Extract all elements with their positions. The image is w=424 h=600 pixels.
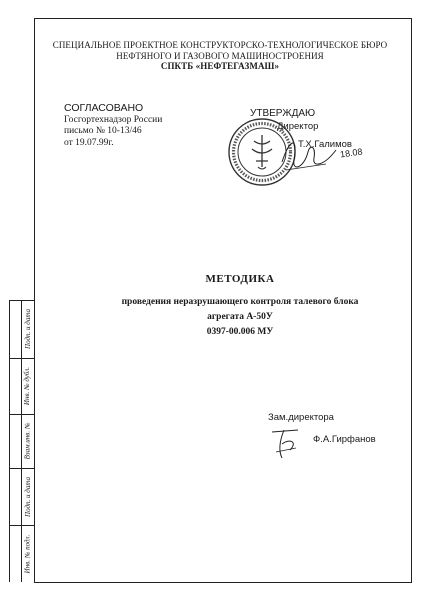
frame-bottom-line	[34, 582, 412, 583]
agreed-date: от 19.07.99г.	[64, 137, 114, 148]
approval-date: 18.08	[339, 146, 364, 160]
document-title-block	[40, 273, 424, 340]
side-table-label: Инв. № дубл.	[23, 366, 32, 406]
side-table-cell	[21, 414, 34, 468]
side-table-label: Взам.инв. №	[23, 422, 32, 460]
header-line-1: СПЕЦИАЛЬНОЕ ПРОЕКТНОЕ КОНСТРУКТОРСКО-ТЕХНОЛОГИЧЕСКОЕ БЮРО	[52, 40, 388, 50]
side-table-cell	[21, 358, 34, 414]
side-table-cell	[21, 468, 34, 525]
approved-name: Т.Х.Галимов	[298, 139, 352, 150]
document-type: МЕТОДИКА	[205, 273, 275, 285]
deputy-name: Ф.А.Гирфанов	[313, 434, 376, 445]
organization-header	[40, 40, 400, 72]
side-table-label: Подп. и дата	[23, 476, 32, 517]
document-line-2: агрегата А-50У	[207, 312, 273, 322]
document-line-1: проведения неразрушающего контроля талевого блока	[121, 297, 359, 307]
side-table-outer-line	[9, 300, 10, 582]
side-table-label: Инв. № подл.	[23, 534, 32, 573]
agreed-org: Госгортехнадзор России	[64, 114, 163, 125]
director-signature	[276, 132, 346, 182]
header-line-2: НЕФТЯНОГО И ГАЗОВОГО МАШИНОСТРОЕНИЯ	[116, 50, 324, 61]
side-stamp-table	[9, 300, 34, 582]
deputy-signature	[268, 422, 313, 462]
deputy-role: Зам.директора	[268, 412, 334, 423]
agreed-letter: письмо № 10-13/46	[64, 126, 142, 136]
document-code: 0397-00.006 МУ	[206, 327, 274, 337]
header-line-3: СПКТБ «НЕФТЕГАЗМАШ»	[160, 61, 280, 71]
frame-top-line	[34, 18, 412, 19]
frame-left-line	[34, 18, 35, 582]
side-table-label: Подп. и дата	[23, 309, 32, 349]
agreed-title: СОГЛАСОВАНО	[64, 102, 144, 114]
side-table-cell	[21, 525, 34, 582]
approved-title: УТВЕРЖДАЮ	[250, 108, 316, 119]
side-table-cell	[21, 300, 34, 358]
approved-role: Директор	[277, 121, 319, 132]
agreed-block	[64, 103, 162, 149]
